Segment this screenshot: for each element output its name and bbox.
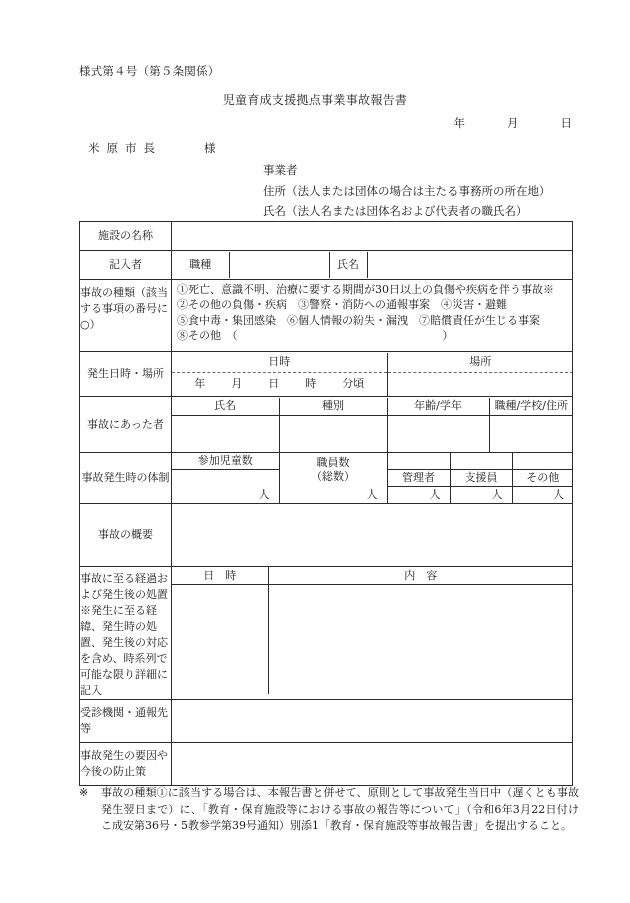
summary-input[interactable]: [172, 504, 573, 567]
victim-col-affiliation: 職種/学校/住所: [489, 398, 573, 416]
table-row-facility-name: [80, 222, 573, 251]
table-row-staffing: [80, 453, 573, 504]
process-col-datetime: 日 時: [172, 567, 268, 585]
addressee-honorific: 様: [204, 141, 216, 155]
place-header: 場所: [387, 353, 573, 373]
facility-name-input[interactable]: [172, 222, 573, 251]
table-row-victim: [80, 397, 573, 453]
victim-fields: [172, 398, 573, 452]
table-row-cause: [80, 743, 573, 786]
accident-type-label: 事故の種類（該当する事項の番号に○）: [80, 280, 172, 352]
datetime-header: 日時: [172, 353, 387, 373]
facility-name-label: 施設の名称: [80, 222, 172, 251]
table-row-occurrence: [80, 352, 573, 397]
process-label: 事故に至る経過および発生後の処置※発生に至る経緯、発生時の処置、発生後の対応を含め、時系列で可能な限り詳細に記入: [80, 567, 172, 700]
writer-name-label: 氏名: [329, 252, 367, 278]
accident-type-option-3[interactable]: ⑤食中毒・集団感染 ⑥個人情報の紛失・漏洩 ⑦賠償責任が生じる事案: [177, 313, 540, 327]
table-row-summary: [80, 504, 573, 567]
process-input-datetime[interactable]: [172, 585, 268, 695]
process-fields: [172, 567, 573, 694]
staff-count-label: 職員数: [279, 453, 387, 470]
staff-col-manager: 管理者: [387, 470, 450, 487]
victim-label: 事故にあった者: [80, 397, 172, 453]
medical-input[interactable]: [172, 700, 573, 743]
writer-fields: [172, 252, 573, 278]
table-row-accident-type: [80, 280, 573, 352]
victim-col-type: 種別: [279, 398, 387, 416]
staff-col-supporter: 支援員: [450, 470, 512, 487]
victim-col-name: 氏名: [172, 398, 279, 416]
accident-type-option-2[interactable]: ②その他の負傷・疾病 ③警察・消防への通報事案 ④災害・避難: [177, 298, 507, 312]
staff-col-supporter-spacer: [450, 453, 512, 470]
accident-type-option-8[interactable]: [177, 328, 567, 343]
staff-total-unit: 人: [366, 488, 378, 501]
children-count-unit: 人: [258, 488, 270, 501]
operator-block: [263, 160, 551, 222]
datetime-input[interactable]: [172, 372, 387, 396]
accident-type-option-1[interactable]: ①死亡、意識不明、治療に要する期間が30日以上の負傷や疾病を伴う事故※: [177, 283, 554, 296]
occurrence-label: 発生日時・場所: [80, 352, 172, 397]
operator-name-label: 氏名（法人名または団体名および代表者の職氏名）: [263, 204, 528, 218]
dt-year-label: 年: [194, 377, 206, 390]
staff-supporter-input[interactable]: [450, 487, 512, 504]
dt-day-label: 日: [268, 377, 280, 390]
staff-total-label: （総数）: [279, 470, 387, 487]
operator-label: 事業者: [263, 163, 298, 177]
staff-total-input[interactable]: [279, 487, 387, 504]
children-count-label: 参加児童数: [172, 453, 279, 470]
date-month-label: 月: [507, 116, 519, 130]
cause-label: 事故発生の要因や今後の防止策: [80, 743, 172, 786]
form-number: 様式第４号（第５条関係）: [79, 64, 220, 78]
footnote: [79, 785, 579, 835]
table-row-writer: [80, 251, 573, 280]
staff-col-other-spacer: [512, 453, 573, 470]
operator-address-label: 住所（法人または団体の場合は主たる事務所の所在地）: [263, 183, 551, 198]
report-table: [79, 221, 573, 786]
dt-month-label: 月: [231, 377, 243, 390]
victim-input-age[interactable]: [387, 415, 489, 452]
table-row-process: [80, 567, 573, 700]
accident-type-other-close: ）: [442, 329, 454, 343]
staff-other-input[interactable]: [512, 487, 573, 504]
children-count-input[interactable]: [172, 470, 279, 504]
staff-manager-input[interactable]: [387, 487, 450, 504]
dt-minute-label: 分頃: [342, 377, 365, 390]
cause-input[interactable]: [172, 743, 573, 786]
staffing-fields: [172, 453, 573, 503]
staff-supporter-unit: 人: [491, 488, 503, 501]
occurrence-fields: [172, 353, 573, 396]
accident-type-other-label: ⑧その他 （: [177, 329, 238, 343]
victim-input-affiliation[interactable]: [489, 415, 573, 452]
summary-label: 事故の概要: [80, 504, 172, 567]
process-col-content: 内 容: [268, 567, 573, 585]
writer-label: 記入者: [80, 251, 172, 280]
staffing-label: 事故発生時の体制: [80, 453, 172, 504]
staff-manager-unit: 人: [429, 488, 441, 501]
staff-other-unit: 人: [553, 488, 564, 501]
addressee: [88, 140, 216, 156]
victim-input-name[interactable]: [172, 415, 279, 452]
addressee-name: 米原市長: [88, 141, 162, 155]
accident-type-options: [172, 280, 572, 347]
writer-job-label: 職種: [172, 252, 229, 278]
writer-job-input[interactable]: [229, 252, 329, 278]
date-entry-line: [0, 115, 630, 131]
footnote-text: 事故の種類①に該当する場合は、本報告書と併せて、原則として事故発生当日中（遅くとも事故発生翌日まで）に、「教育・保育施設等における事故の報告等について」（令和6年3月22日付けこ成安第36号・5教参学第39号通知）別添1「教育・保育施設等事故報告書」を提出すること。: [101, 786, 579, 832]
date-day-label: 日: [560, 116, 572, 130]
staff-col-manager-spacer: [387, 453, 450, 470]
process-input-content[interactable]: [268, 585, 573, 695]
dt-hour-label: 時: [305, 377, 317, 390]
page-title: 児童育成支援拠点事業事故報告書: [222, 93, 408, 107]
victim-input-type[interactable]: [279, 415, 387, 452]
staff-col-other: その他: [512, 470, 573, 487]
table-row-medical: [80, 700, 573, 743]
footnote-mark: ※: [79, 786, 89, 799]
date-year-label: 年: [453, 116, 465, 130]
place-input[interactable]: [387, 372, 573, 396]
writer-name-input[interactable]: [367, 252, 573, 278]
victim-col-age: 年齢/学年: [387, 398, 489, 416]
medical-label: 受診機関・通報先等: [80, 700, 172, 743]
